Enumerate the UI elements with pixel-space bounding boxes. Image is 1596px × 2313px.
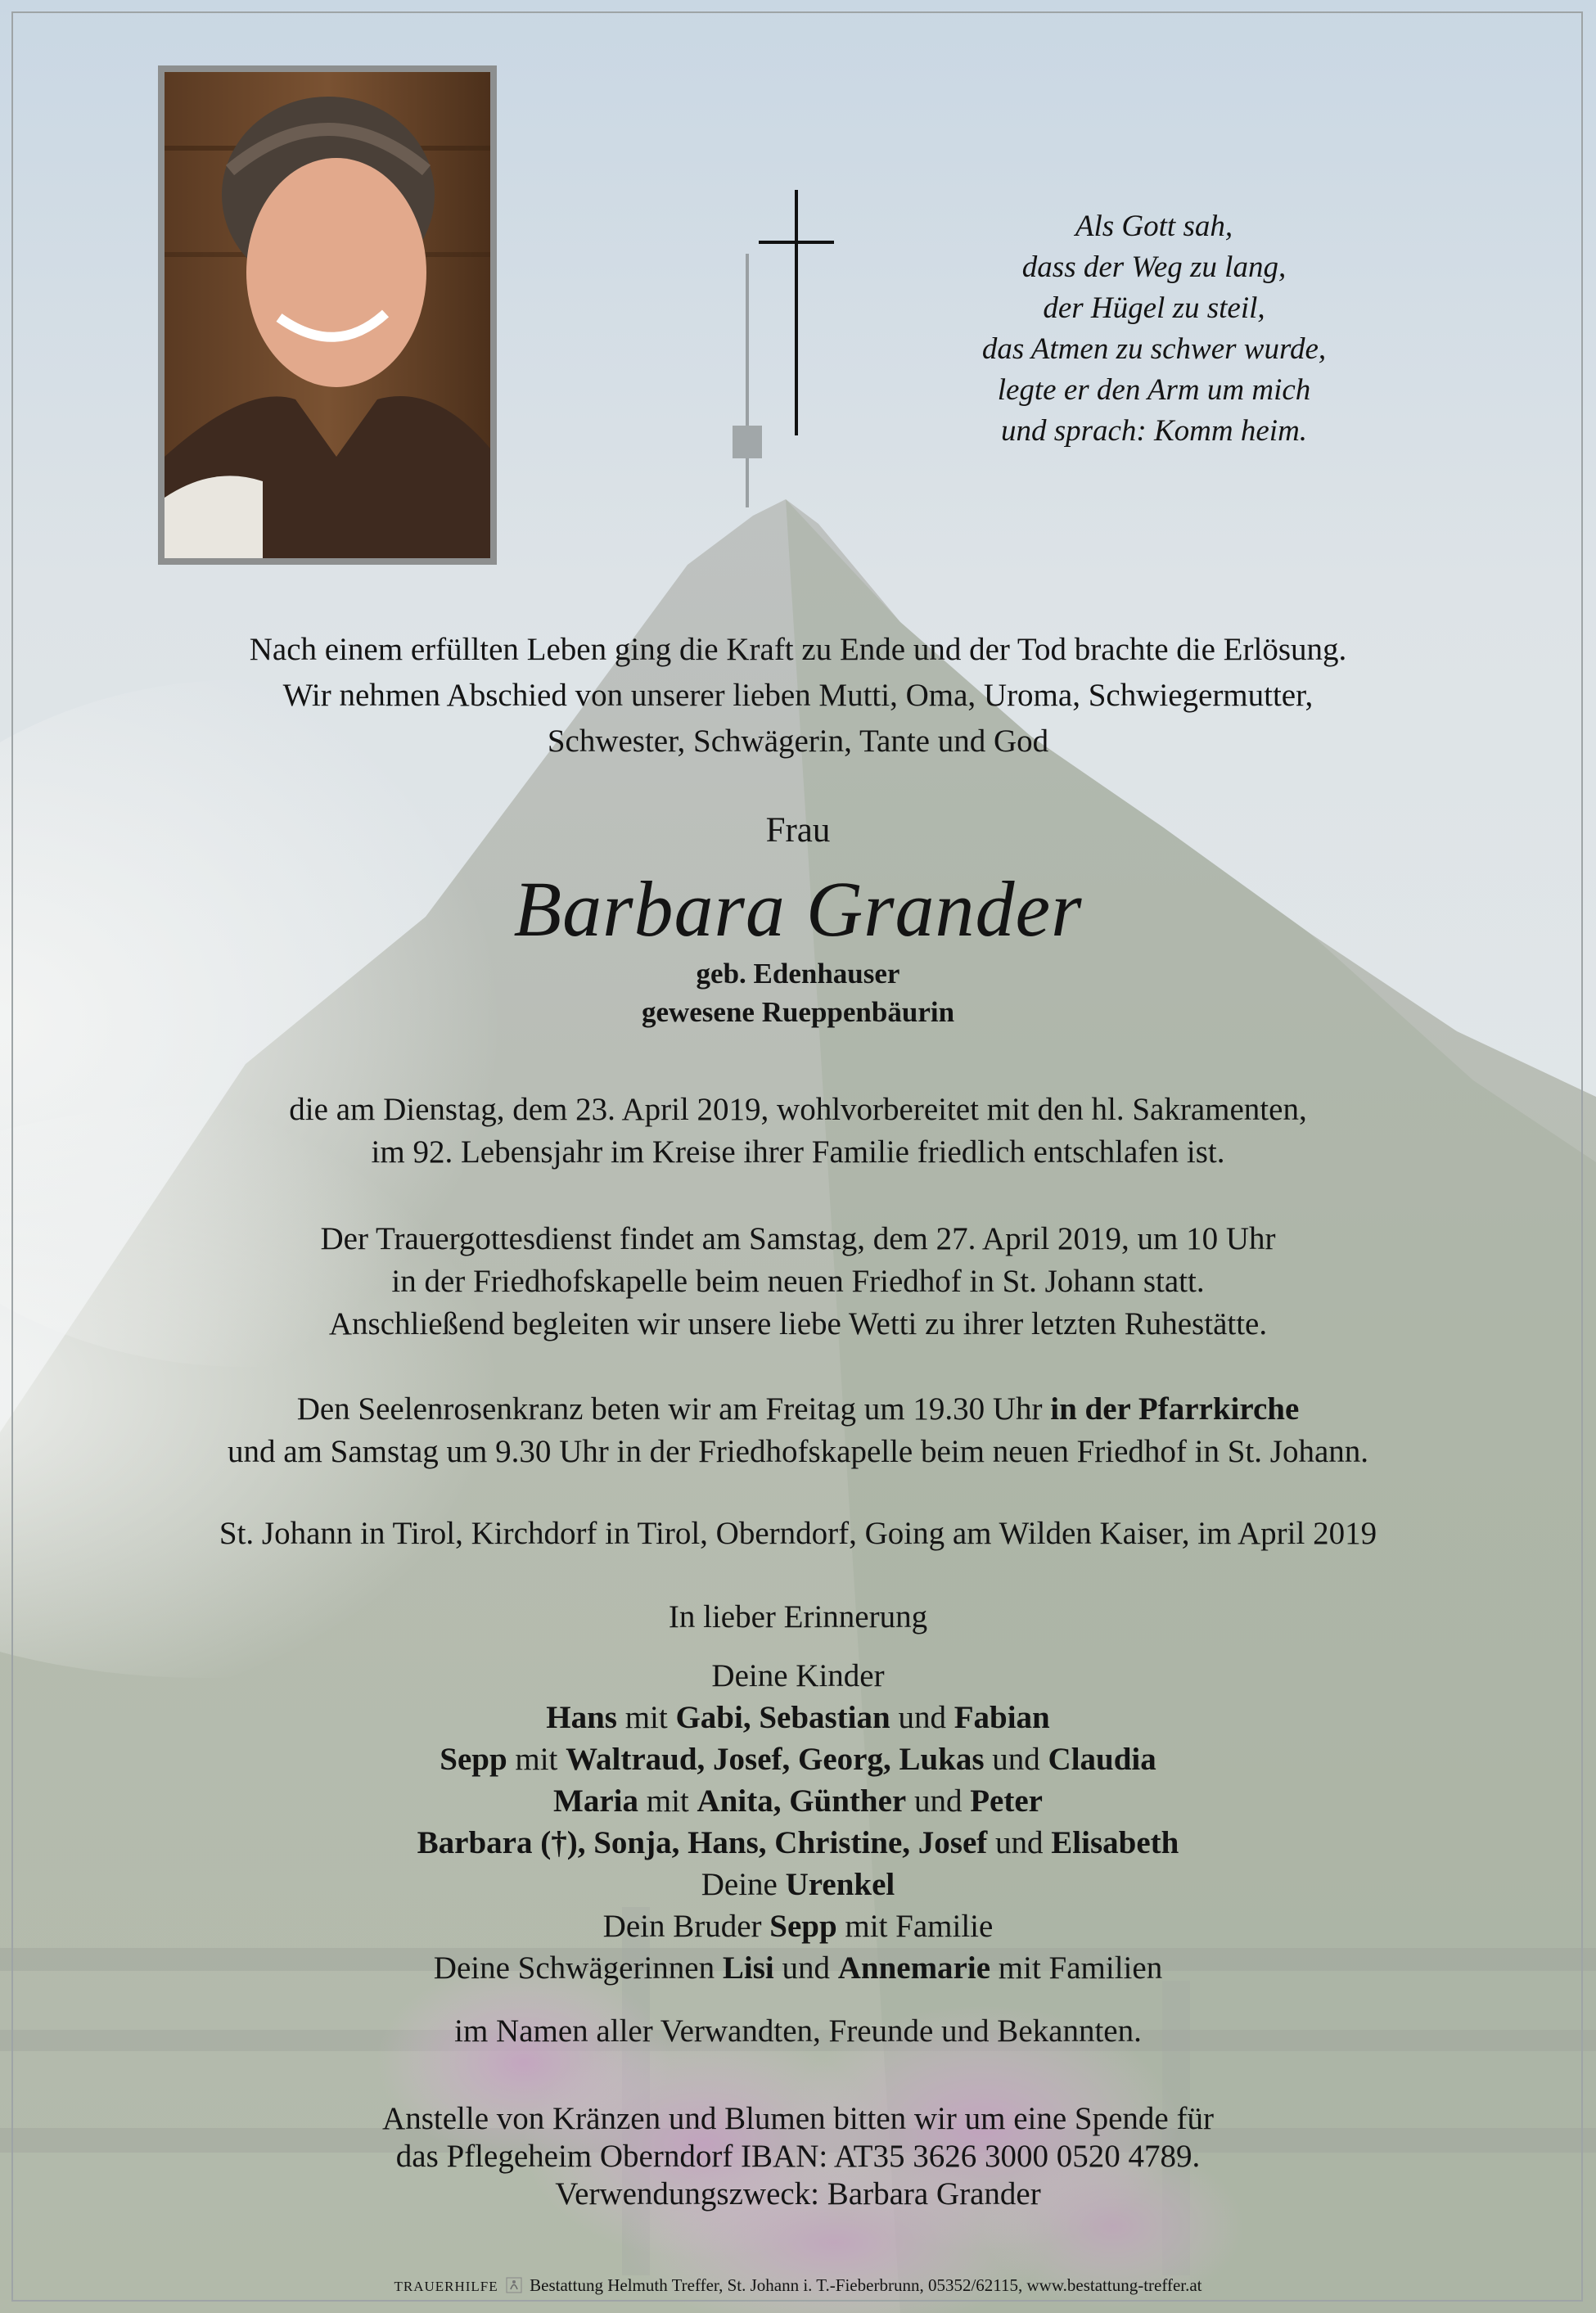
cross-icon: [755, 190, 837, 435]
child-name: Sepp: [440, 1742, 507, 1777]
death-notice: [0, 1089, 1596, 1174]
memory-heading: In lieber Erinnerung: [668, 1599, 928, 1634]
maiden-name-block: [0, 954, 1596, 1031]
connector: Dein Bruder: [602, 1909, 762, 1944]
family-names: Annemarie: [837, 1950, 991, 1986]
portrait-photo: [165, 72, 490, 558]
connector: und: [992, 1742, 1040, 1777]
angel-icon: [506, 2277, 522, 2293]
rosary-line-1: [0, 1388, 1596, 1431]
rosary-line-2: und am Samstag um 9.30 Uhr in der Friedhofskapelle beim neuen Friedhof in St. Johann.: [227, 1434, 1369, 1469]
family-names: Anita, Günther: [697, 1783, 907, 1819]
family-names: Fabian: [954, 1700, 1050, 1735]
mass-line: Anschließend begleiten wir unsere liebe Wetti zu ihrer letzten Ruhestätte.: [328, 1306, 1268, 1341]
family-line: [0, 1780, 1596, 1822]
family-names: Gabi, Sebastian: [675, 1700, 890, 1735]
intro-line: Schwester, Schwägerin, Tante und God: [547, 724, 1049, 759]
rosary-notice: [0, 1388, 1596, 1473]
family-names: Waltraud, Josef, Georg, Lukas: [566, 1742, 985, 1777]
poem: [958, 206, 1350, 452]
connector: und: [898, 1700, 946, 1735]
connector: mit Familien: [998, 1950, 1163, 1986]
donation-line: Verwendungszweck: Barbara Grander: [555, 2176, 1041, 2212]
poem-line: legte er den Arm um mich: [997, 373, 1311, 407]
mass-line: in der Friedhofskapelle beim neuen Friedhof in St. Johann statt.: [391, 1264, 1205, 1299]
family-line: [0, 1864, 1596, 1905]
poem-line: und sprach: Komm heim.: [1000, 414, 1308, 448]
salutation: Frau: [765, 811, 831, 850]
relatives-line: im Namen aller Verwandten, Freunde und Bekannten.: [454, 2013, 1142, 2049]
children-heading: Deine Kinder: [711, 1658, 885, 1693]
family-names: Claudia: [1048, 1742, 1156, 1777]
connector: mit Familie: [845, 1909, 994, 1944]
donation-line: das Pflegeheim Oberndorf IBAN: AT35 3626 3000 0520 4789.: [395, 2139, 1201, 2174]
rosary-text: Den Seelenrosenkranz beten wir am Freitag um 19.30 Uhr: [296, 1391, 1043, 1427]
death-line: die am Dienstag, dem 23. April 2019, wohlvorbereitet mit den hl. Sakramenten,: [289, 1092, 1307, 1127]
child-name: Maria: [553, 1783, 638, 1819]
footer-text: Bestattung Helmuth Treffer, St. Johann i. T.-Fieberbrunn, 05352/62115, www.bestattung-treffer.at: [530, 2275, 1202, 2295]
rosary-location: in der Pfarrkirche: [1050, 1391, 1300, 1427]
deceased-name: Barbara Grander: [513, 865, 1083, 953]
donation-line: Anstelle von Kränzen und Blumen bitten wir um eine Spende für: [382, 2101, 1214, 2136]
family-names: Sepp: [769, 1909, 837, 1944]
poem-line: dass der Weg zu lang,: [1021, 250, 1287, 284]
intro-line: Nach einem erfüllten Leben ging die Kraft zu Ende und der Tod brachte die Erlösung.: [249, 632, 1347, 667]
footer-label: TRAUERHILFE: [394, 2279, 498, 2294]
family-list: [0, 1655, 1596, 1989]
family-line: [0, 1738, 1596, 1780]
donation-notice: [0, 2100, 1596, 2213]
family-line: [0, 1697, 1596, 1738]
connector: Deine Schwägerinnen: [433, 1950, 715, 1986]
portrait-frame: [158, 65, 497, 565]
connector: mit: [515, 1742, 558, 1777]
family-names: Peter: [970, 1783, 1043, 1819]
child-name: Hans: [546, 1700, 617, 1735]
former-title: gewesene Rueppenbäurin: [641, 996, 955, 1028]
family-line: [0, 1905, 1596, 1947]
family-names: Barbara (†), Sonja, Hans, Christine, Josef: [417, 1825, 988, 1860]
poem-line: Als Gott sah,: [1075, 210, 1233, 243]
poem-line: das Atmen zu schwer wurde,: [981, 332, 1327, 366]
footer: [0, 2275, 1596, 2297]
family-names: Elisabeth: [1051, 1825, 1179, 1860]
family-names: Urenkel: [785, 1867, 895, 1902]
connector: und: [913, 1783, 963, 1819]
connector: mit: [646, 1783, 689, 1819]
intro-line: Wir nehmen Abschied von unserer lieben Mutti, Oma, Uroma, Schwiegermutter,: [282, 678, 1314, 713]
maiden-name: geb. Edenhauser: [696, 958, 900, 990]
places-date: St. Johann in Tirol, Kirchdorf in Tirol, Oberndorf, Going am Wilden Kaiser, im April 2019: [219, 1516, 1377, 1551]
family-line: [0, 1822, 1596, 1864]
connector: Deine: [701, 1867, 778, 1902]
connector: mit: [624, 1700, 668, 1735]
death-line: im 92. Lebensjahr im Kreise ihrer Familie friedlich entschlafen ist.: [371, 1134, 1225, 1170]
connector: und: [782, 1950, 830, 1986]
intro-text: [0, 627, 1596, 764]
poem-line: der Hügel zu steil,: [1043, 291, 1265, 325]
connector: und: [995, 1825, 1044, 1860]
family-names: Lisi: [722, 1950, 774, 1986]
funeral-mass-notice: [0, 1218, 1596, 1346]
family-line: [0, 1947, 1596, 1989]
mass-line: Der Trauergottesdienst findet am Samstag, dem 27. April 2019, um 10 Uhr: [320, 1221, 1276, 1256]
